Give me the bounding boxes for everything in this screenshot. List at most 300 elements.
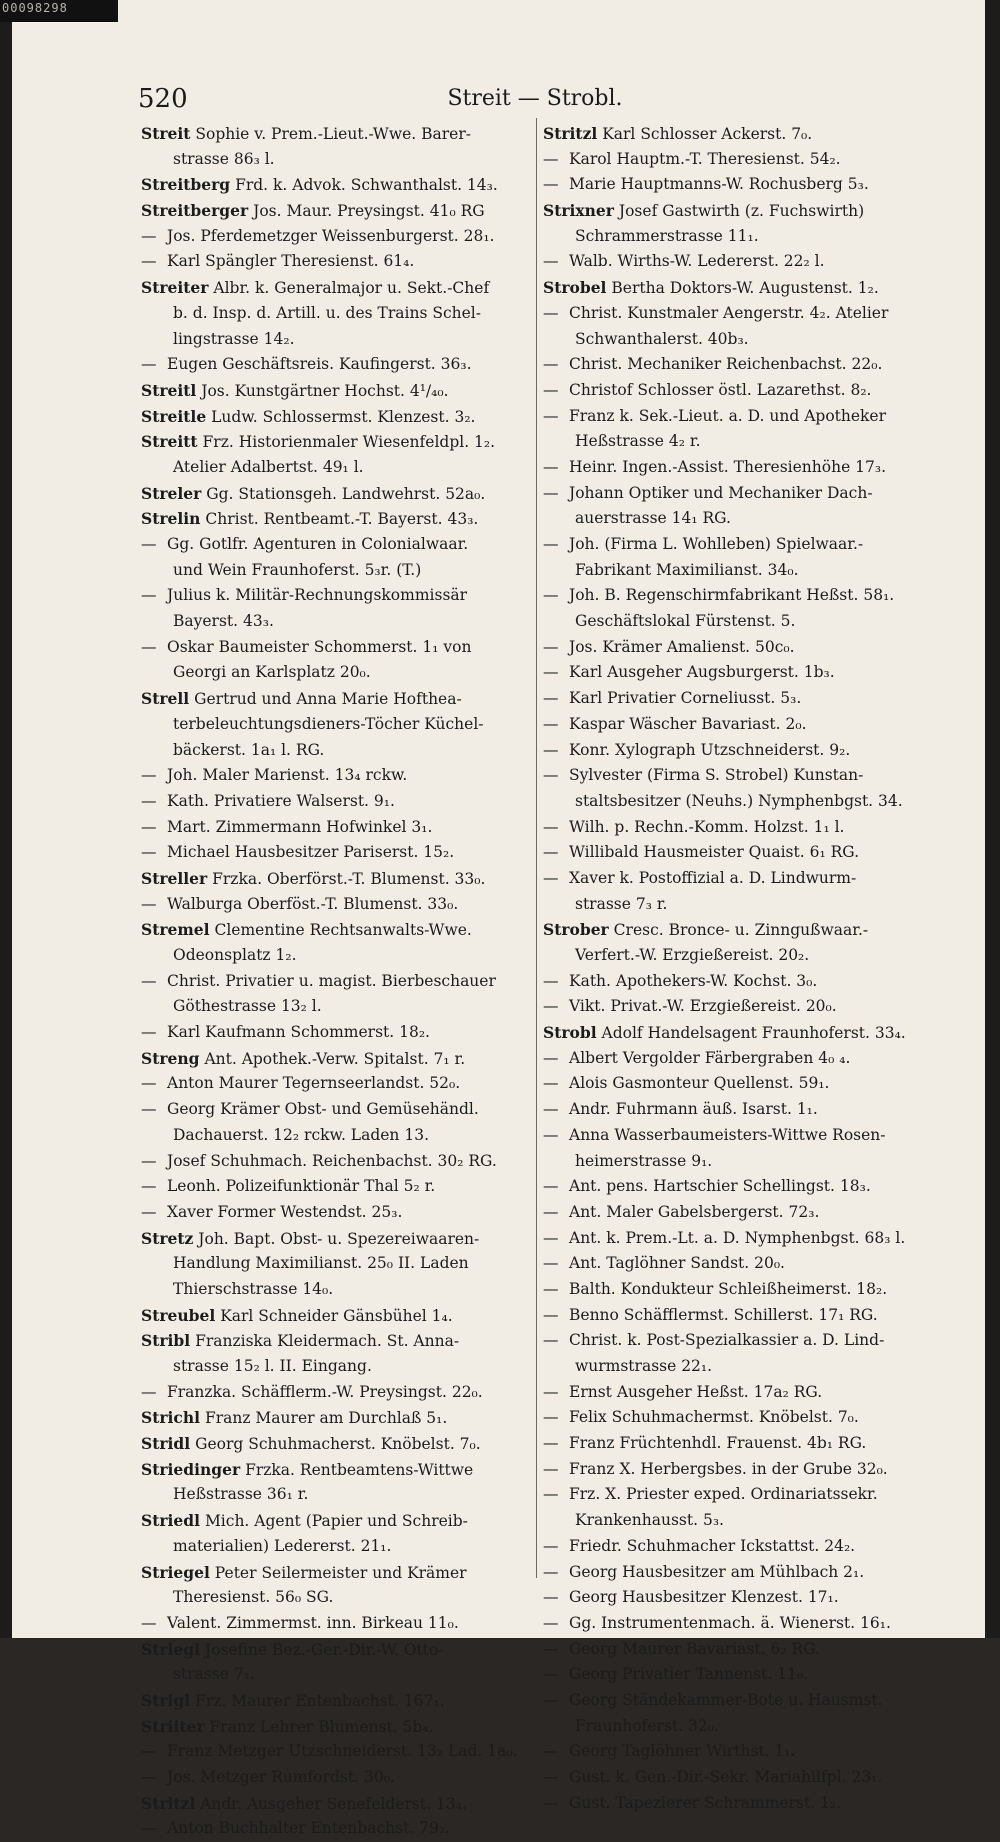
directory-subentry bbox=[543, 1662, 935, 1688]
ditto-dash: — bbox=[141, 1613, 157, 1632]
ditto-dash: — bbox=[543, 457, 559, 476]
surname: Streitberger bbox=[141, 201, 249, 221]
entry-text: Xaver k. Postoffizial a. D. Lindwurm- bbox=[569, 868, 857, 887]
directory-entry bbox=[141, 1688, 533, 1714]
entry-continuation bbox=[141, 455, 533, 481]
entry-text: Sophie v. Prem.-Lieut.-Wwe. Barer- bbox=[195, 125, 471, 143]
entry-text: Vikt. Privat.-W. Erzgießereist. 20₀. bbox=[569, 997, 837, 1016]
entry-text: strasse 86₃ l. bbox=[173, 149, 275, 168]
entry-text: Georg Schuhmacherst. Knöbelst. 7₀. bbox=[195, 1435, 481, 1454]
column-divider bbox=[536, 118, 537, 1578]
entry-text: Benno Schäfflermst. Schillerst. 17₁ RG. bbox=[569, 1305, 878, 1324]
ditto-dash: — bbox=[543, 740, 559, 759]
ditto-dash: — bbox=[543, 997, 559, 1016]
directory-subentry bbox=[141, 840, 533, 866]
entry-continuation bbox=[543, 1354, 935, 1380]
ditto-dash: — bbox=[141, 586, 157, 605]
directory-entry bbox=[141, 1637, 533, 1663]
right-column bbox=[543, 121, 935, 1816]
entry-text: Franz X. Herbergsbes. in der Grube 32₀. bbox=[569, 1459, 888, 1478]
directory-subentry bbox=[141, 892, 533, 918]
entry-text: Valent. Zimmermst. inn. Birkeau 11₀. bbox=[167, 1613, 459, 1632]
surname: Streitl bbox=[141, 380, 197, 400]
directory-entry bbox=[141, 198, 533, 224]
ditto-dash: — bbox=[543, 1768, 559, 1786]
entry-text: Georg Taglöhner Wirthst. 1₁. bbox=[569, 1742, 796, 1761]
entry-text: Franzka. Schäfflerm.-W. Preysingst. 22₀. bbox=[167, 1382, 483, 1401]
entry-text: Andr. Fuhrmann äuß. Isarst. 1₁. bbox=[569, 1100, 818, 1119]
directory-subentry bbox=[543, 404, 935, 430]
ditto-dash: — bbox=[543, 1459, 559, 1478]
surname: Streitle bbox=[141, 406, 207, 426]
surname: Strixner bbox=[543, 201, 614, 221]
directory-subentry bbox=[543, 1226, 935, 1252]
directory-subentry bbox=[543, 1765, 935, 1791]
entry-text: Adolf Handelsagent Fraunhoferst. 33₄. bbox=[601, 1024, 906, 1043]
entry-text: strasse 7₃ r. bbox=[575, 894, 668, 913]
ditto-dash: — bbox=[543, 1485, 559, 1504]
entry-continuation bbox=[543, 1508, 935, 1534]
entry-text: Joh. (Firma L. Wohlleben) Spielwaar.- bbox=[569, 535, 864, 553]
ditto-dash: — bbox=[141, 1151, 157, 1170]
entry-text: Xaver Former Westendst. 25₃. bbox=[167, 1202, 403, 1221]
ditto-dash: — bbox=[543, 689, 559, 708]
surname: Strelin bbox=[141, 509, 201, 529]
ditto-dash: — bbox=[543, 637, 559, 656]
entry-text: Joh. B. Regenschirmfabrikant Heßst. 58₁. bbox=[569, 586, 895, 605]
entry-text: Odeonsplatz 1₂. bbox=[173, 946, 297, 964]
entry-text: Theresienst. 56₀ SG. bbox=[173, 1588, 334, 1607]
directory-entry bbox=[141, 121, 533, 147]
directory-subentry bbox=[141, 532, 533, 558]
directory-subentry bbox=[543, 738, 935, 764]
ditto-dash: — bbox=[141, 1819, 157, 1838]
entry-text: Frz. X. Priester exped. Ordinariatssekr. bbox=[569, 1485, 878, 1504]
ditto-dash: — bbox=[543, 1254, 559, 1273]
entry-text: Anton Maurer Tegernseerlandst. 52₀. bbox=[167, 1074, 461, 1093]
entry-text: materialien) Ledererst. 21₁. bbox=[173, 1536, 392, 1555]
entry-text: Anna Wasserbaumeisters-Wittwe Rosen- bbox=[569, 1125, 886, 1144]
directory-subentry bbox=[543, 147, 935, 173]
directory-subentry bbox=[543, 712, 935, 738]
surname: Striedinger bbox=[141, 1459, 241, 1479]
directory-subentry bbox=[543, 1328, 935, 1354]
directory-entry bbox=[141, 481, 533, 507]
entry-text: Peter Seilermeister und Krämer bbox=[214, 1563, 467, 1582]
entry-text: Oskar Baumeister Schommerst. 1₁ von bbox=[167, 637, 472, 656]
directory-subentry bbox=[543, 1688, 935, 1714]
entry-text: Wilh. p. Rechn.-Komm. Holzst. 1₁ l. bbox=[569, 817, 845, 836]
entry-text: Josefine Bez.-Ger.-Dir.-W. Otto- bbox=[204, 1640, 444, 1659]
ditto-dash: — bbox=[543, 868, 559, 887]
entry-text: Jos. Metzger Rumfordst. 30₀. bbox=[167, 1768, 395, 1786]
directory-subentry bbox=[543, 1637, 935, 1663]
entry-text: Josef Schuhmach. Reichenbachst. 30₂ RG. bbox=[167, 1151, 497, 1170]
directory-subentry bbox=[543, 660, 935, 686]
entry-continuation bbox=[141, 712, 533, 738]
entry-text: Schwanthalerst. 40b₃. bbox=[575, 329, 749, 348]
directory-subentry bbox=[543, 1457, 935, 1483]
ditto-dash: — bbox=[543, 1100, 559, 1119]
entry-continuation bbox=[543, 892, 935, 918]
ditto-dash: — bbox=[141, 355, 157, 374]
entry-text: Josef Gastwirth (z. Fuchswirth) bbox=[618, 202, 865, 221]
entry-text: Alois Gasmonteur Quellenst. 59₁. bbox=[569, 1074, 830, 1093]
ditto-dash: — bbox=[141, 971, 157, 990]
page-number: 520 bbox=[138, 84, 188, 114]
ditto-dash: — bbox=[543, 1434, 559, 1453]
entry-text: Friedr. Schuhmacher Ickstattst. 24₂. bbox=[569, 1536, 856, 1555]
entry-continuation bbox=[543, 506, 935, 532]
surname: Streitt bbox=[141, 432, 198, 452]
entry-text: Georg Hausbesitzer am Mühlbach 2₁. bbox=[569, 1562, 865, 1581]
binding-shadow bbox=[0, 0, 12, 1638]
entry-text: Konr. Xylograph Utzschneiderst. 9₂. bbox=[569, 740, 851, 759]
surname: Stremel bbox=[141, 920, 210, 940]
ditto-dash: — bbox=[543, 535, 559, 553]
entry-text: lingstrasse 14₂. bbox=[173, 329, 295, 348]
ditto-dash: — bbox=[543, 303, 559, 322]
directory-subentry bbox=[141, 352, 533, 378]
directory-subentry bbox=[141, 1765, 533, 1791]
ditto-dash: — bbox=[543, 1074, 559, 1093]
surname: Streler bbox=[141, 483, 202, 503]
entry-text: strasse 15₂ l. II. Eingang. bbox=[173, 1357, 372, 1375]
entry-text: Ernst Ausgeher Heßst. 17a₂ RG. bbox=[569, 1382, 823, 1401]
entry-text: Franziska Kleidermach. St. Anna- bbox=[195, 1332, 460, 1351]
scan-id: 00098298 bbox=[2, 1, 68, 15]
entry-text: Ant. Apothek.-Verw. Spitalst. 7₁ r. bbox=[204, 1049, 466, 1068]
entry-text: Karl Schneider Gänsbühel 1₄. bbox=[220, 1306, 453, 1325]
directory-subentry bbox=[543, 378, 935, 404]
entry-text: Frzka. Oberförst.-T. Blumenst. 33₀. bbox=[212, 869, 486, 888]
directory-subentry bbox=[141, 1071, 533, 1097]
entry-text: Jos. Krämer Amalienst. 50c₀. bbox=[569, 637, 795, 656]
directory-subentry bbox=[141, 763, 533, 789]
directory-subentry bbox=[543, 172, 935, 198]
entry-text: Ant. k. Prem.-Lt. a. D. Nymphenbgst. 68₃ l. bbox=[569, 1228, 906, 1247]
entry-text: Franz Metzger Utzschneiderst. 13₂ Lad. 1a₀. bbox=[167, 1742, 518, 1761]
directory-subentry bbox=[543, 352, 935, 378]
directory-subentry bbox=[141, 583, 533, 609]
directory-entry bbox=[141, 1457, 533, 1483]
entry-text: Schrammerstrasse 11₁. bbox=[575, 226, 759, 245]
entry-text: Georg Krämer Obst- und Gemüsehändl. bbox=[167, 1100, 479, 1119]
directory-subentry bbox=[543, 994, 935, 1020]
entry-text: Mart. Zimmermann Hofwinkel 3₁. bbox=[167, 817, 433, 836]
entry-text: Heßstrasse 4₂ r. bbox=[575, 432, 701, 451]
entry-text: Göthestrasse 13₂ l. bbox=[173, 997, 322, 1016]
running-head: Streit — Strobl. bbox=[447, 86, 623, 111]
surname: Strobl bbox=[543, 1023, 597, 1043]
entry-text: Kath. Apothekers-W. Kochst. 3₀. bbox=[569, 971, 818, 990]
ditto-dash: — bbox=[543, 1305, 559, 1324]
directory-entry bbox=[543, 198, 935, 224]
ditto-dash: — bbox=[543, 1382, 559, 1401]
ditto-dash: — bbox=[141, 1074, 157, 1093]
ditto-dash: — bbox=[141, 894, 157, 913]
entry-text: Karl Ausgeher Augsburgerst. 1b₃. bbox=[569, 663, 835, 682]
entry-text: Jos. Maur. Preysingst. 41₀ RG bbox=[253, 202, 485, 221]
surname: Striegel bbox=[141, 1562, 210, 1582]
surname: Streitberg bbox=[141, 175, 231, 195]
ditto-dash: — bbox=[543, 1665, 559, 1684]
entry-text: Albr. k. Generalmajor u. Sekt.-Chef bbox=[213, 279, 490, 298]
directory-subentry bbox=[543, 1431, 935, 1457]
ditto-dash: — bbox=[141, 637, 157, 656]
entry-text: Franz Lehrer Blumenst. 5b₄. bbox=[209, 1717, 434, 1736]
ditto-dash: — bbox=[543, 971, 559, 990]
entry-continuation bbox=[141, 1534, 533, 1560]
ditto-dash: — bbox=[543, 483, 559, 502]
entry-text: Ant. Maler Gabelsbergerst. 72₃. bbox=[569, 1202, 820, 1221]
entry-text: Frz. Maurer Entenbachst. 167₁. bbox=[195, 1691, 445, 1710]
ditto-dash: — bbox=[543, 843, 559, 862]
entry-continuation bbox=[141, 738, 533, 764]
ditto-dash: — bbox=[543, 663, 559, 682]
surname: Stritzl bbox=[141, 1793, 196, 1813]
directory-entry bbox=[141, 1431, 533, 1457]
directory-subentry bbox=[543, 815, 935, 841]
directory-subentry bbox=[543, 1046, 935, 1072]
directory-entry bbox=[141, 1226, 533, 1252]
directory-subentry bbox=[141, 789, 533, 815]
entry-text: Cresc. Bronce- u. Zinngußwaar.- bbox=[613, 921, 869, 940]
surname: Strichl bbox=[141, 1408, 201, 1428]
ditto-dash: — bbox=[141, 1768, 157, 1786]
entry-text: Gust. k. Gen.-Dir.-Sekr. Mariahilfpl. 23₁. bbox=[569, 1768, 883, 1786]
entry-text: Willibald Hausmeister Quaist. 6₁ RG. bbox=[569, 843, 860, 862]
entry-text: Felix Schuhmachermst. Knöbelst. 7₀. bbox=[569, 1408, 859, 1427]
entry-text: staltsbesitzer (Neuhs.) Nymphenbgst. 34. bbox=[575, 791, 903, 810]
page-edge-shadow bbox=[985, 0, 1000, 1638]
ditto-dash: — bbox=[543, 1536, 559, 1555]
entry-text: Albert Vergolder Färbergraben 4₀ ₄. bbox=[569, 1048, 851, 1067]
ditto-dash: — bbox=[141, 843, 157, 862]
ditto-dash: — bbox=[543, 355, 559, 374]
entry-text: Frzka. Rentbeamtens-Wittwe bbox=[245, 1460, 474, 1479]
directory-subentry bbox=[141, 969, 533, 995]
entry-text: Ludw. Schlossermst. Klenzest. 3₂. bbox=[211, 407, 476, 426]
ditto-dash: — bbox=[543, 1588, 559, 1607]
ditto-dash: — bbox=[141, 535, 157, 553]
entry-text: Georg Privatier Tannenst. 11₀. bbox=[569, 1665, 809, 1684]
directory-subentry bbox=[543, 1560, 935, 1586]
directory-subentry bbox=[543, 1174, 935, 1200]
entry-text: terbeleuchtungsdieners-Töcher Küchel- bbox=[173, 714, 484, 733]
ditto-dash: — bbox=[543, 766, 559, 785]
directory-subentry bbox=[543, 481, 935, 507]
directory-subentry bbox=[543, 1482, 935, 1508]
entry-continuation bbox=[543, 943, 935, 969]
entry-text: Bertha Doktors-W. Augustenst. 1₂. bbox=[611, 279, 879, 298]
left-column bbox=[141, 121, 533, 1842]
directory-subentry bbox=[543, 1611, 935, 1637]
entry-text: Clementine Rechtsanwalts-Wwe. bbox=[214, 921, 472, 940]
ditto-dash: — bbox=[543, 1562, 559, 1581]
directory-subentry bbox=[141, 1739, 533, 1765]
entry-text: Joh. Maler Marienst. 13₄ rckw. bbox=[167, 766, 408, 785]
entry-text: Georg Hausbesitzer Klenzest. 17₁. bbox=[569, 1588, 839, 1607]
entry-continuation bbox=[543, 558, 935, 584]
ditto-dash: — bbox=[141, 252, 157, 271]
ditto-dash: — bbox=[543, 1202, 559, 1221]
directory-subentry bbox=[543, 1380, 935, 1406]
directory-entry bbox=[543, 275, 935, 301]
directory-subentry bbox=[543, 840, 935, 866]
entry-text: Georg Maurer Bavariast. 6₂ RG. bbox=[569, 1639, 820, 1658]
directory-subentry bbox=[141, 1149, 533, 1175]
entry-text: Johann Optiker und Mechaniker Dach- bbox=[569, 483, 873, 502]
entry-continuation bbox=[141, 1354, 533, 1380]
ditto-dash: — bbox=[543, 1279, 559, 1298]
directory-entry bbox=[141, 275, 533, 301]
entry-text: Krankenhausst. 5₃. bbox=[575, 1511, 724, 1530]
directory-entry bbox=[141, 1328, 533, 1354]
entry-text: Dachauerst. 12₂ rckw. Laden 13. bbox=[173, 1125, 429, 1144]
entry-text: Balth. Kondukteur Schleißheimerst. 18₂. bbox=[569, 1279, 888, 1298]
directory-subentry bbox=[543, 532, 935, 558]
ditto-dash: — bbox=[543, 380, 559, 399]
entry-continuation bbox=[141, 1251, 533, 1277]
ditto-dash: — bbox=[543, 406, 559, 425]
directory-entry bbox=[141, 429, 533, 455]
directory-entry bbox=[141, 172, 533, 198]
surname: Strell bbox=[141, 689, 190, 709]
entry-continuation bbox=[543, 1149, 935, 1175]
entry-continuation bbox=[141, 1662, 533, 1688]
directory-subentry bbox=[141, 1380, 533, 1406]
entry-text: Karl Privatier Corneliusst. 5₃. bbox=[569, 689, 802, 708]
ditto-dash: — bbox=[543, 1228, 559, 1247]
entry-text: wurmstrasse 22₁. bbox=[575, 1357, 713, 1375]
directory-subentry bbox=[543, 1791, 935, 1817]
directory-subentry bbox=[141, 815, 533, 841]
directory-subentry bbox=[543, 1534, 935, 1560]
surname: Stretz bbox=[141, 1228, 194, 1248]
entry-text: Gg. Instrumentenmach. ä. Wienerst. 16₁. bbox=[569, 1613, 891, 1632]
entry-text: Mich. Agent (Papier und Schreib- bbox=[204, 1512, 468, 1531]
surname: Striedl bbox=[141, 1511, 200, 1531]
entry-text: Kath. Privatiere Walserst. 9₁. bbox=[167, 791, 395, 810]
directory-subentry bbox=[543, 1405, 935, 1431]
ditto-dash: — bbox=[543, 1742, 559, 1761]
entry-text: Frd. k. Advok. Schwanthalst. 14₃. bbox=[235, 176, 498, 195]
directory-subentry bbox=[543, 763, 935, 789]
entry-text: Geschäftslokal Fürstenst. 5. bbox=[575, 612, 796, 631]
entry-continuation bbox=[543, 224, 935, 250]
entry-text: Ant. pens. Hartschier Schellingst. 18₃. bbox=[569, 1177, 871, 1196]
entry-continuation bbox=[543, 1714, 935, 1740]
ditto-dash: — bbox=[543, 714, 559, 733]
entry-text: Leonh. Polizeifunktionär Thal 5₂ r. bbox=[167, 1177, 436, 1196]
ditto-dash: — bbox=[543, 1613, 559, 1632]
surname: Strober bbox=[543, 920, 609, 940]
directory-entry bbox=[141, 1560, 533, 1586]
entry-text: Christof Schlosser östl. Lazarethst. 8₂. bbox=[569, 380, 872, 399]
entry-text: Frz. Historienmaler Wiesenfeldpl. 1₂. bbox=[202, 433, 496, 452]
entry-continuation bbox=[141, 1482, 533, 1508]
directory-subentry bbox=[543, 1585, 935, 1611]
directory-entry bbox=[141, 1303, 533, 1329]
directory-subentry bbox=[543, 866, 935, 892]
entry-text: Christ. Mechaniker Reichenbachst. 22₀. bbox=[569, 355, 883, 374]
ditto-dash: — bbox=[543, 175, 559, 194]
ditto-dash: — bbox=[543, 817, 559, 836]
directory-entry bbox=[141, 1508, 533, 1534]
entry-text: Atelier Adalbertst. 49₁ l. bbox=[173, 457, 364, 476]
directory-entry bbox=[543, 1020, 935, 1046]
ditto-dash: — bbox=[543, 1408, 559, 1427]
surname: Stridl bbox=[141, 1434, 191, 1454]
directory-entry bbox=[141, 378, 533, 404]
surname: Strigl bbox=[141, 1690, 191, 1710]
entry-text: Christ. Privatier u. magist. Bierbeschauer bbox=[167, 971, 496, 990]
entry-continuation bbox=[141, 301, 533, 327]
entry-text: Georg Ständekammer-Bote u. Hausmst. bbox=[569, 1690, 883, 1709]
entry-continuation bbox=[543, 429, 935, 455]
directory-subentry bbox=[141, 224, 533, 250]
directory-subentry bbox=[141, 1816, 533, 1842]
entry-text: Franz Früchtenhdl. Frauenst. 4b₁ RG. bbox=[569, 1434, 867, 1453]
entry-text: Heßstrasse 36₁ r. bbox=[173, 1485, 309, 1504]
directory-entry bbox=[141, 1714, 533, 1740]
surname: Strobel bbox=[543, 278, 607, 298]
surname: Striegl bbox=[141, 1639, 200, 1659]
entry-text: Walb. Wirths-W. Ledererst. 22₂ l. bbox=[569, 252, 825, 271]
ditto-dash: — bbox=[543, 1125, 559, 1144]
surname: Streit bbox=[141, 124, 191, 143]
entry-text: Gg. Gotlfr. Agenturen in Colonialwaar. bbox=[167, 535, 469, 553]
directory-entry bbox=[141, 404, 533, 430]
entry-text: auerstrasse 14₁ RG. bbox=[575, 509, 731, 528]
entry-continuation bbox=[543, 327, 935, 353]
entry-text: bäckerst. 1a₁ l. RG. bbox=[173, 740, 325, 759]
entry-continuation bbox=[141, 1123, 533, 1149]
entry-text: Karl Spängler Theresienst. 61₄. bbox=[167, 252, 415, 271]
ditto-dash: — bbox=[141, 766, 157, 785]
surname: Striiter bbox=[141, 1716, 205, 1736]
surname: Stritzl bbox=[543, 124, 598, 143]
directory-entry bbox=[141, 506, 533, 532]
ditto-dash: — bbox=[543, 1793, 559, 1812]
entry-text: Ant. Taglöhner Sandst. 20₀. bbox=[569, 1254, 785, 1273]
directory-subentry bbox=[141, 1174, 533, 1200]
entry-continuation bbox=[543, 789, 935, 815]
directory-entry bbox=[141, 917, 533, 943]
ditto-dash: — bbox=[141, 1177, 157, 1196]
entry-text: Handlung Maximilianst. 25₀ II. Laden bbox=[173, 1254, 469, 1273]
ditto-dash: — bbox=[141, 1742, 157, 1761]
ditto-dash: — bbox=[141, 1202, 157, 1221]
directory-subentry bbox=[543, 583, 935, 609]
surname: Streiter bbox=[141, 278, 209, 298]
surname: Stribl bbox=[141, 1331, 191, 1351]
directory-subentry bbox=[543, 1071, 935, 1097]
directory-subentry bbox=[543, 635, 935, 661]
directory-subentry bbox=[141, 249, 533, 275]
directory-entry bbox=[141, 866, 533, 892]
directory-subentry bbox=[543, 1123, 935, 1149]
directory-subentry bbox=[543, 1097, 935, 1123]
entry-text: Heinr. Ingen.-Assist. Theresienhöhe 17₃. bbox=[569, 457, 887, 476]
entry-text: Karol Hauptm.-T. Theresienst. 54₂. bbox=[569, 149, 841, 168]
scan-id-strip bbox=[0, 0, 118, 22]
directory-subentry bbox=[543, 1251, 935, 1277]
surname: Streng bbox=[141, 1048, 200, 1068]
ditto-dash: — bbox=[543, 252, 559, 271]
entry-text: Michael Hausbesitzer Pariserst. 15₂. bbox=[167, 843, 455, 862]
